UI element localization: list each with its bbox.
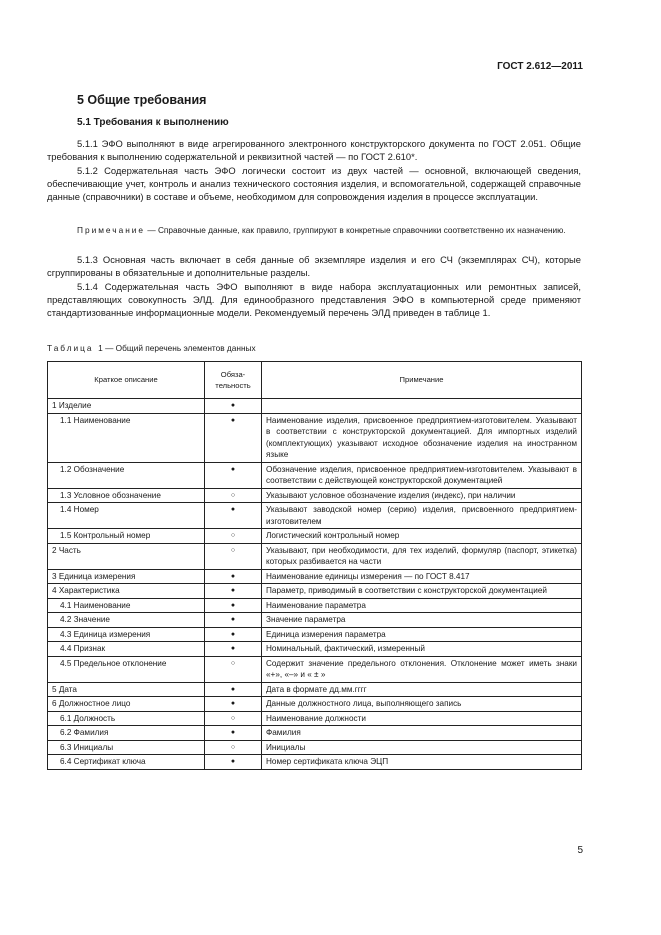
table-row [48, 543, 582, 569]
table-row [48, 598, 582, 613]
row-note: Данные должностного лица, выполняющего запись [262, 697, 582, 712]
header-note: Примечание [262, 362, 582, 399]
row-description: 6.1 Должность [48, 711, 205, 726]
row-description: 6 Должностное лицо [48, 697, 205, 712]
row-note: Единица измерения параметра [262, 627, 582, 642]
paragraph-5-1-3: 5.1.3 Основная часть включает в себя данные об экземпляре изделия и его СЧ (экземплярах СЧ), которые сгруппированы в обязательные и дополнительные разделы. [47, 254, 581, 278]
note-paragraph [47, 224, 581, 236]
row-description: 3 Единица измерения [48, 569, 205, 584]
mandatory-marker-icon: ● [205, 697, 262, 712]
table-row [48, 399, 582, 414]
mandatory-marker-icon: ● [205, 569, 262, 584]
row-description: 1.2 Обозначение [48, 462, 205, 488]
table-row [48, 682, 582, 697]
table-row [48, 726, 582, 741]
row-description: 1.3 Условное обозначение [48, 488, 205, 503]
row-note: Дата в формате дд.мм.гггг [262, 682, 582, 697]
mandatory-marker-icon: ● [205, 598, 262, 613]
table-header-row [48, 362, 582, 399]
row-note: Указывают условное обозначение изделия (индекс), при наличии [262, 488, 582, 503]
optional-marker-icon: ○ [205, 740, 262, 755]
row-description: 4.5 Предельное отклонение [48, 656, 205, 682]
row-note: Обозначение изделия, присвоенное предприятием-изготовителем. Указывают в соответствии с действующей конструкторской документацией [262, 462, 582, 488]
row-description: 6.3 Инициалы [48, 740, 205, 755]
mandatory-marker-icon: ● [205, 399, 262, 414]
row-note: Инициалы [262, 740, 582, 755]
row-note: Указывают заводской номер (серию) изделия, присвоенного предприятием-изготовителем [262, 503, 582, 529]
row-description: 4.2 Значение [48, 613, 205, 628]
optional-marker-icon: ○ [205, 529, 262, 544]
mandatory-marker-icon: ● [205, 682, 262, 697]
optional-marker-icon: ○ [205, 543, 262, 569]
table-row [48, 642, 582, 657]
row-note: Наименование параметра [262, 598, 582, 613]
table-row [48, 711, 582, 726]
optional-marker-icon: ○ [205, 488, 262, 503]
document-code: ГОСТ 2.612—2011 [497, 61, 583, 72]
row-description: 4 Характеристика [48, 584, 205, 599]
mandatory-marker-icon: ● [205, 755, 262, 770]
mandatory-marker-icon: ● [205, 503, 262, 529]
row-note: Номинальный, фактический, измеренный [262, 642, 582, 657]
row-note: Фамилия [262, 726, 582, 741]
mandatory-marker-icon: ● [205, 726, 262, 741]
mandatory-marker-icon: ● [205, 462, 262, 488]
optional-marker-icon: ○ [205, 656, 262, 682]
row-note: Логистический контрольный номер [262, 529, 582, 544]
row-description: 4.4 Признак [48, 642, 205, 657]
row-description: 6.2 Фамилия [48, 726, 205, 741]
row-description: 5 Дата [48, 682, 205, 697]
optional-marker-icon: ○ [205, 711, 262, 726]
row-note: Параметр, приводимый в соответствии с конструкторской документацией [262, 584, 582, 599]
row-description: 1.4 Номер [48, 503, 205, 529]
table-row [48, 503, 582, 529]
paragraph-5-1-1: 5.1.1 ЭФО выполняют в виде агрегированного электронного конструкторского документа по ГОСТ 2.051. Общие требования к выполнению содержательной и реквизитной частей — по ГОСТ 2.610*. [47, 138, 581, 162]
data-elements-table [47, 361, 582, 770]
row-note: Наименование изделия, присвоенное предприятием-изготовителем. Указывают в соответствии с конструкторской документацией. Для импортных изделий (комплектующих) указывают исходное обозначение изделия на иностранном языке [262, 413, 582, 462]
table-row [48, 529, 582, 544]
paragraph-5-1-2: 5.1.2 Содержательная часть ЭФО логически состоит из двух частей — основной, включающей сведения, обеспечивающие учет, контроль и анализ технического состояния изделия, и вспомогательной, содержащей справочные данные (справочники) в составе и объеме, необходимом для сопровождения изделия в процессе эксплуатации. [47, 165, 581, 202]
row-note: Наименование единицы измерения — по ГОСТ 8.417 [262, 569, 582, 584]
table-caption-label: Таблица [47, 343, 94, 353]
note-label: Примечание [77, 225, 146, 235]
row-description: 1.5 Контрольный номер [48, 529, 205, 544]
paragraph-5-1-4: 5.1.4 Содержательная часть ЭФО выполняют в виде набора эксплуатационных или ремонтных записей, представляющих совокупность ЭЛД. Для единообразного представления ЭФО в компьютерной среде применяют стандартизованные информационные модели. Рекомендуемый перечень ЭЛД приведен в таблице 1. [47, 281, 581, 318]
mandatory-marker-icon: ● [205, 413, 262, 462]
table-row [48, 627, 582, 642]
section-title: 5 Общие требования [77, 93, 207, 107]
row-note: Номер сертификата ключа ЭЦП [262, 755, 582, 770]
table-caption [47, 343, 256, 353]
row-description: 6.4 Сертификат ключа [48, 755, 205, 770]
row-note [262, 399, 582, 414]
header-obligation: Обяза-тельность [205, 362, 262, 399]
table-row [48, 755, 582, 770]
table-row [48, 413, 582, 462]
subsection-title: 5.1 Требования к выполнению [77, 117, 229, 128]
row-note: Указывают, при необходимости, для тех изделий, формуляр (паспорт, этикетка) которых разбивается на части [262, 543, 582, 569]
table-row [48, 584, 582, 599]
table-row [48, 488, 582, 503]
row-description: 1 Изделие [48, 399, 205, 414]
table-row [48, 740, 582, 755]
table-row [48, 656, 582, 682]
row-description: 4.1 Наименование [48, 598, 205, 613]
row-description: 2 Часть [48, 543, 205, 569]
table-body [48, 399, 582, 770]
table-caption-text: 1 — Общий перечень элементов данных [98, 343, 256, 353]
row-description: 4.3 Единица измерения [48, 627, 205, 642]
mandatory-marker-icon: ● [205, 627, 262, 642]
table-row [48, 697, 582, 712]
row-description: 1.1 Наименование [48, 413, 205, 462]
table-row [48, 613, 582, 628]
mandatory-marker-icon: ● [205, 584, 262, 599]
header-description: Краткое описание [48, 362, 205, 399]
row-note: Наименование должности [262, 711, 582, 726]
table-row [48, 569, 582, 584]
note-text: — Справочные данные, как правило, группируют в конкретные справочники соответственно их назначению. [145, 225, 566, 235]
table-row [48, 462, 582, 488]
mandatory-marker-icon: ● [205, 613, 262, 628]
row-note: Содержит значение предельного отклонения. Отклонение может иметь знаки «+», «–» и « ± » [262, 656, 582, 682]
mandatory-marker-icon: ● [205, 642, 262, 657]
page-number: 5 [577, 845, 583, 856]
row-note: Значение параметра [262, 613, 582, 628]
